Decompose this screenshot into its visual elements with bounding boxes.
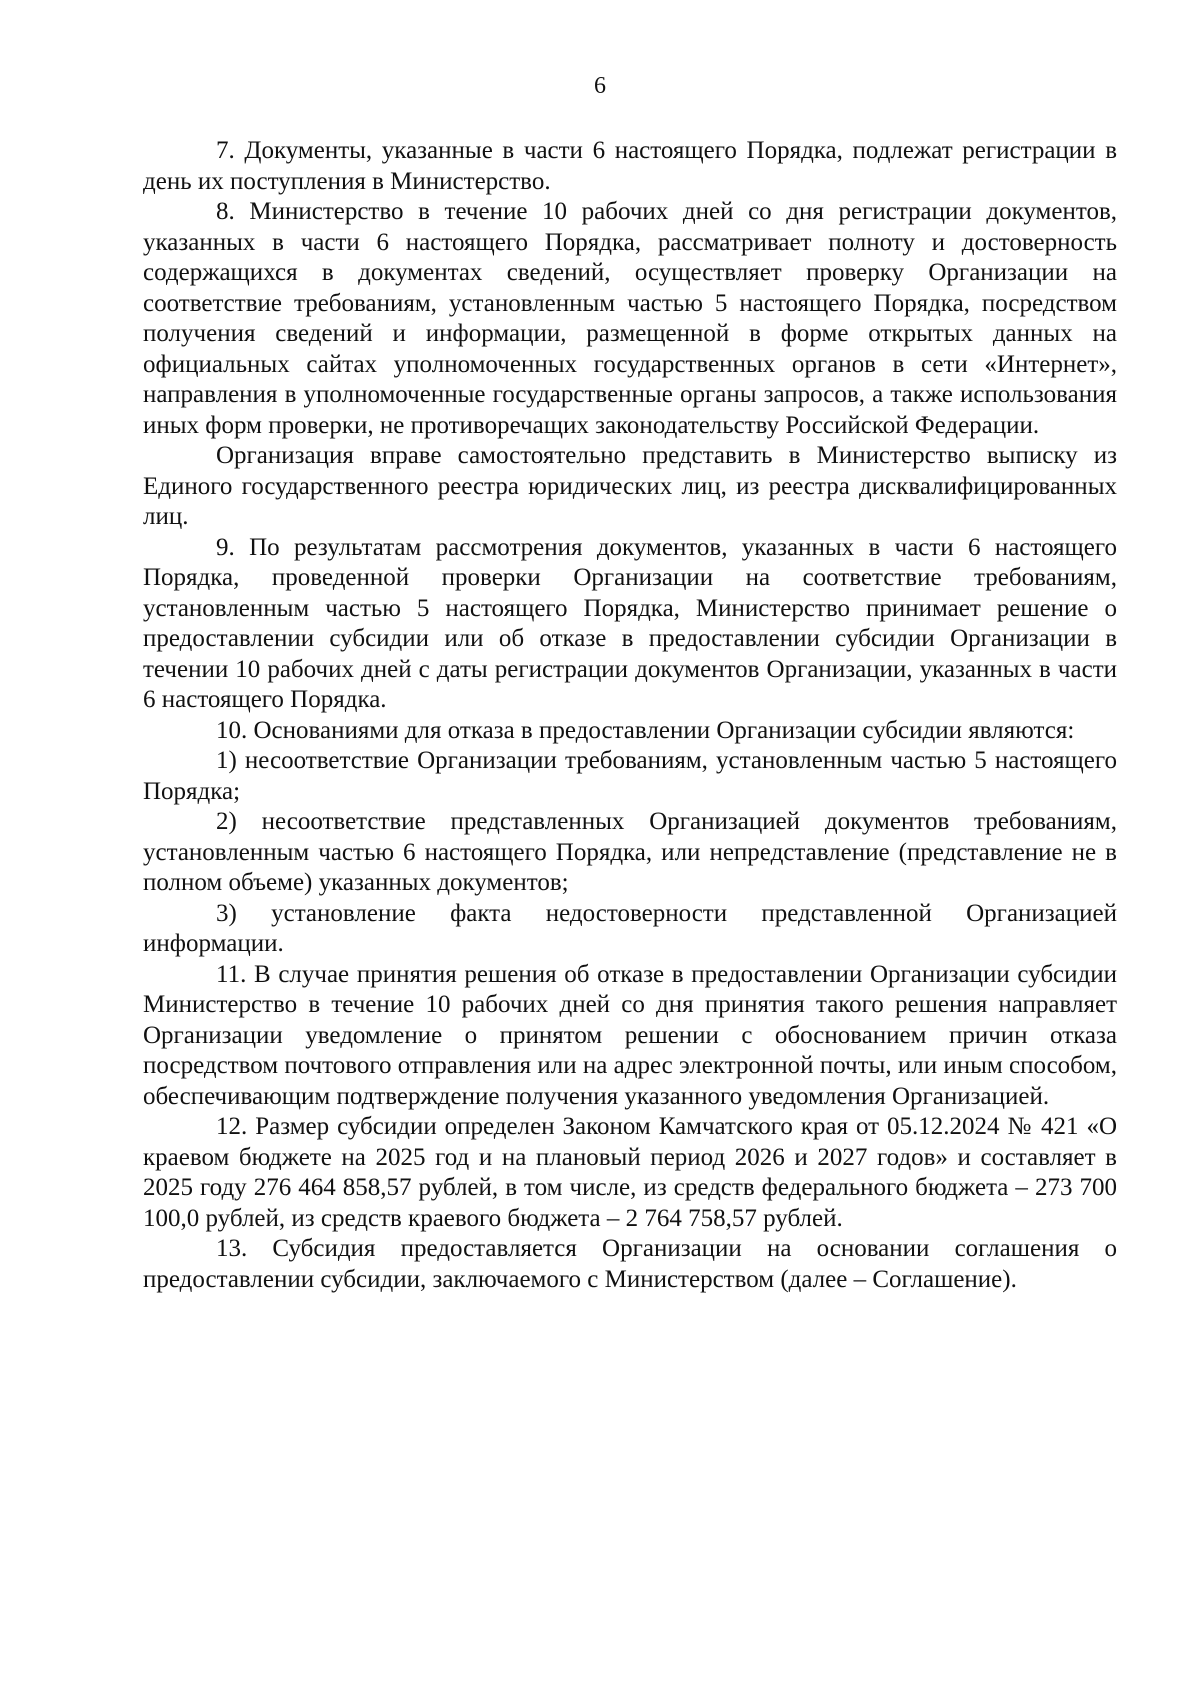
paragraph-10: 10. Основаниями для отказа в предоставлении Организации субсидии являются: [216, 716, 1075, 744]
paragraph-11: 11. В случае принятия решения об отказе в предоставлении Организации субсидии Министерство в течение 10 рабочих дней со дня принятия такого решения направляет Организации уведомление о принятом решении с обоснованием причин отказа посредством почтового отправления или на адрес электронной почты, или иным способом, обеспечивающим подтверждение получения указанного уведомления Организацией. [143, 960, 1117, 1110]
paragraph-10-item-3: 3) установление факта недостоверности представленной Организацией информации. [143, 899, 1117, 957]
paragraph-8: 8. Министерство в течение 10 рабочих дней со дня регистрации документов, указанных в части 6 настоящего Порядка, рассматривает полноту и достоверность содержащихся в документах сведений, осуществляет проверку Организации на соответствие требованиям, установленным частью 5 настоящего Порядка, посредством получения сведений и информации, размещенной в форме открытых данных на официальных сайтах уполномоченных государственных органов в сети «Интернет», направления в уполномоченные государственные органы запросов, а также использования иных форм проверки, не противоречащих законодательству Российской Федерации. [143, 198, 1117, 439]
paragraph-8-extract: Организация вправе самостоятельно представить в Министерство выписку из Единого государственного реестра юридических лиц, из реестра дисквалифицированных лиц. [143, 442, 1117, 530]
paragraph-10-item-2: 2) несоответствие представленных Организацией документов требованиям, установленным частью 6 настоящего Порядка, или непредставление (представление не в полном объеме) указанных документов; [143, 808, 1117, 896]
document-body [143, 136, 1117, 1295]
paragraph-10-item-1: 1) несоответствие Организации требованиям, установленным частью 5 настоящего Порядка; [143, 747, 1117, 805]
paragraph-13: 13. Субсидия предоставляется Организации на основании соглашения о предоставлении субсидии, заключаемого с Министерством (далее – Соглашение). [143, 1235, 1117, 1293]
paragraph-7: 7. Документы, указанные в части 6 настоящего Порядка, подлежат регистрации в день их поступления в Министерство. [143, 137, 1117, 195]
paragraph-9: 9. По результатам рассмотрения документов, указанных в части 6 настоящего Порядка, проведенной проверки Организации на соответствие требованиям, установленным частью 5 настоящего Порядка, Министерство принимает решение о предоставлении субсидии или об отказе в предоставлении субсидии Организации в течении 10 рабочих дней с даты регистрации документов Организации, указанных в части 6 настоящего Порядка. [143, 533, 1117, 713]
paragraph-12: 12. Размер субсидии определен Законом Камчатского края от 05.12.2024 № 421 «О краевом бюджете на 2025 год и на плановый период 2026 и 2027 годов» и составляет в 2025 году 276 464 858,57 рублей, в том числе, из средств федерального бюджета – 273 700 100,0 рублей, из средств краевого бюджета – 2 764 758,57 рублей. [143, 1113, 1117, 1232]
page-number: 6 [594, 73, 606, 99]
